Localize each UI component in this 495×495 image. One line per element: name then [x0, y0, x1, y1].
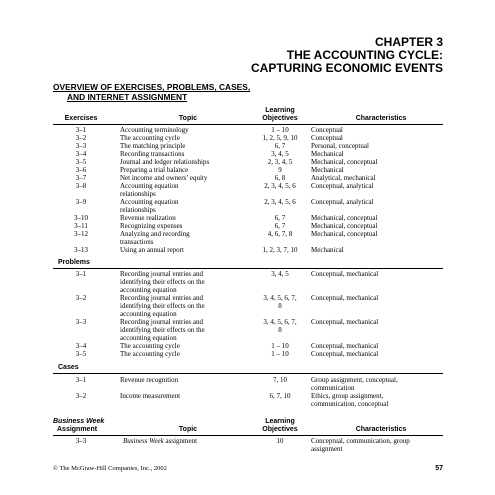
cell-topic: Recording journal entries and — [120, 294, 204, 302]
cell-lo: 1 – 10 — [271, 126, 289, 134]
bw-topic-italic: Business Week — [123, 437, 164, 445]
cases-label: Cases — [58, 364, 79, 371]
cell-num: 3–9 — [75, 198, 87, 206]
cell-topic: Net income and owners’ equity — [120, 174, 208, 182]
cell-char: Group assignment, conceptual, — [311, 376, 398, 384]
cell-lo: 1, 2, 5, 9, 10 — [262, 134, 298, 142]
cell-lo: 10 — [276, 437, 284, 445]
bw-lo-header-line1: Learning — [265, 418, 295, 425]
cell-char2: communication, conceptual — [311, 400, 389, 408]
cell-lo: 3, 4, 5 — [271, 150, 289, 158]
cell-num: 3–12 — [74, 230, 88, 238]
page-footer — [53, 465, 443, 472]
cell-num: 3–13 — [74, 246, 88, 254]
cell-lo2: 8 — [278, 326, 282, 334]
cell-char: Mechanical, conceptual — [311, 222, 378, 230]
bw-topic-header: Topic — [178, 426, 198, 433]
lo-header-line1: Learning — [265, 107, 295, 114]
problems-label: Problems — [58, 259, 90, 266]
cell-num: 3–1 — [75, 126, 87, 134]
cell-topic3: accounting equation — [120, 334, 177, 342]
copyright: © The McGraw-Hill Companies, Inc., 2002 — [53, 465, 167, 472]
cell-topic: The accounting cycle — [120, 342, 180, 350]
cell-topic: Journal and ledger relationships — [120, 158, 210, 166]
cell-char: Conceptual, analytical — [311, 198, 374, 206]
cell-num: 3–1 — [75, 270, 87, 278]
cell-topic2: relationships — [120, 190, 156, 198]
cell-num: 3–7 — [75, 174, 87, 182]
chapter-title-line2: CAPTURING ECONOMIC EVENTS — [250, 61, 443, 75]
cell-lo: 2, 3, 4, 5, 6 — [264, 198, 296, 206]
cell-char2: assignment — [311, 445, 343, 453]
lo-header-line2: Objectives — [262, 115, 298, 122]
cell-topic: The matching principle — [120, 142, 186, 150]
cell-lo: 2, 3, 4, 5 — [267, 158, 293, 166]
cell-topic2: identifying their effects on the — [120, 302, 205, 310]
overview-heading — [53, 82, 443, 102]
cell-lo: 6, 7 — [274, 222, 286, 230]
cell-num: 3–2 — [75, 392, 87, 400]
cell-topic3: accounting equation — [120, 310, 177, 318]
cell-char: Conceptual, mechanical — [311, 270, 379, 278]
bw-label-italic: Business Week — [53, 418, 105, 425]
cell-lo: 6, 8 — [274, 174, 286, 182]
cell-char: Mechanical — [311, 246, 344, 254]
problems-divider — [53, 268, 443, 269]
cell-num: 3–3 — [75, 437, 87, 445]
cell-topic: Recognizing expenses — [120, 222, 183, 230]
cell-lo: 6, 7, 10 — [269, 392, 291, 400]
bw-characteristics-header: Characteristics — [355, 426, 407, 433]
chapter-heading — [251, 36, 443, 75]
cell-topic: Recording transactions — [120, 150, 185, 158]
cell-char: Mechanical, conceptual — [311, 230, 378, 238]
cell-char: Conceptual — [311, 134, 343, 142]
cell-lo: 3, 4, 5 — [271, 270, 289, 278]
cell-lo: 3, 4, 5, 6, 7, — [263, 318, 297, 326]
cell-lo: 9 — [278, 166, 282, 174]
cell-topic: Income measurement — [120, 392, 181, 400]
cell-num: 3–4 — [75, 342, 87, 350]
exercises-table-header — [53, 107, 443, 123]
cell-char: Conceptual, mechanical — [311, 318, 379, 326]
overview-line2: AND INTERNET ASSIGNMENT — [67, 92, 188, 102]
cell-lo: 1, 2, 3, 7, 10 — [262, 246, 298, 254]
cell-char: Conceptual, analytical — [311, 182, 374, 190]
cell-char: Mechanical, conceptual — [311, 214, 378, 222]
page-number: 57 — [435, 465, 443, 472]
cell-topic: Using an annual report — [120, 246, 184, 254]
business-week-header — [53, 418, 443, 434]
cell-topic: Analyzing and recording — [120, 230, 190, 238]
cell-topic2: identifying their effects on the — [120, 278, 205, 286]
chapter-number: CHAPTER 3 — [374, 35, 443, 49]
cell-num: 3–3 — [75, 318, 87, 326]
cell-topic: Accounting terminology — [120, 126, 189, 134]
cell-char: Conceptual — [311, 126, 343, 134]
cell-num: 3–2 — [75, 134, 87, 142]
cell-char: Conceptual, mechanical — [311, 294, 379, 302]
cell-topic3: accounting equation — [120, 286, 177, 294]
cell-char2: communication — [311, 384, 355, 392]
cell-char: Ethics, group assignment, — [311, 392, 384, 400]
cell-lo: 4, 6, 7, 8 — [267, 230, 293, 238]
cell-char: Mechanical, conceptual — [311, 158, 378, 166]
cell-topic2: identifying their effects on the — [120, 326, 205, 334]
cell-lo: 6, 7 — [274, 214, 286, 222]
cell-char: Mechanical — [311, 166, 344, 174]
bw-lo-header-line2: Objectives — [262, 426, 298, 433]
cell-topic: The accounting cycle — [120, 350, 180, 358]
cell-char: Conceptual, mechanical — [311, 342, 379, 350]
cell-num: 3–4 — [75, 150, 87, 158]
cell-num: 3–2 — [75, 294, 87, 302]
cell-topic: Preparing a trial balance — [120, 166, 189, 174]
cell-char: Mechanical — [311, 150, 344, 158]
cell-lo: 1 – 10 — [271, 342, 289, 350]
bw-topic-rest: assignment — [163, 437, 198, 445]
cell-topic2: relationships — [120, 206, 156, 214]
cell-topic: Accounting equation — [120, 182, 179, 190]
cell-lo: 1 – 10 — [271, 350, 289, 358]
cell-num: 3–6 — [75, 166, 87, 174]
overview-line1: OVERVIEW OF EXERCISES, PROBLEMS, CASES, — [53, 82, 251, 92]
cell-topic: Revenue realization — [120, 214, 176, 222]
cell-lo2: 8 — [278, 302, 282, 310]
cell-num: 3–5 — [75, 350, 87, 358]
cell-topic: Revenue recognition — [120, 376, 179, 384]
bw-divider — [53, 435, 443, 436]
exercises-header: Exercises — [64, 115, 98, 122]
cell-num: 3–11 — [74, 222, 88, 230]
cell-lo: 7, 10 — [273, 376, 287, 384]
chapter-title-line1: THE ACCOUNTING CYCLE: — [286, 48, 443, 62]
cell-topic: Recording journal entries and — [120, 318, 204, 326]
characteristics-header: Characteristics — [355, 115, 407, 122]
cases-divider — [53, 373, 443, 374]
cell-topic: The accounting cycle — [120, 134, 180, 142]
cell-num: 3–1 — [75, 376, 87, 384]
cell-lo: 6, 7 — [274, 142, 286, 150]
cell-topic2: transactions — [120, 238, 154, 246]
cell-num: 3–3 — [75, 142, 87, 150]
cell-topic: Recording journal entries and — [120, 270, 204, 278]
cell-char: Conceptual, mechanical — [311, 350, 379, 358]
header-divider — [53, 124, 443, 125]
cell-char: Personal, conceptual — [311, 142, 369, 150]
cell-lo: 3, 4, 5, 6, 7, — [263, 294, 297, 302]
cell-char: Analytical, mechanical — [311, 174, 376, 182]
cell-char: Conceptual, communication, group — [311, 437, 410, 445]
cell-num: 3–10 — [74, 214, 88, 222]
bw-assignment-header: Assignment — [57, 426, 98, 433]
cell-num: 3–8 — [75, 182, 87, 190]
cell-lo: 2, 3, 4, 5, 6 — [264, 182, 296, 190]
cell-topic: Accounting equation — [120, 198, 179, 206]
cell-num: 3–5 — [75, 158, 87, 166]
topic-header: Topic — [178, 115, 198, 122]
